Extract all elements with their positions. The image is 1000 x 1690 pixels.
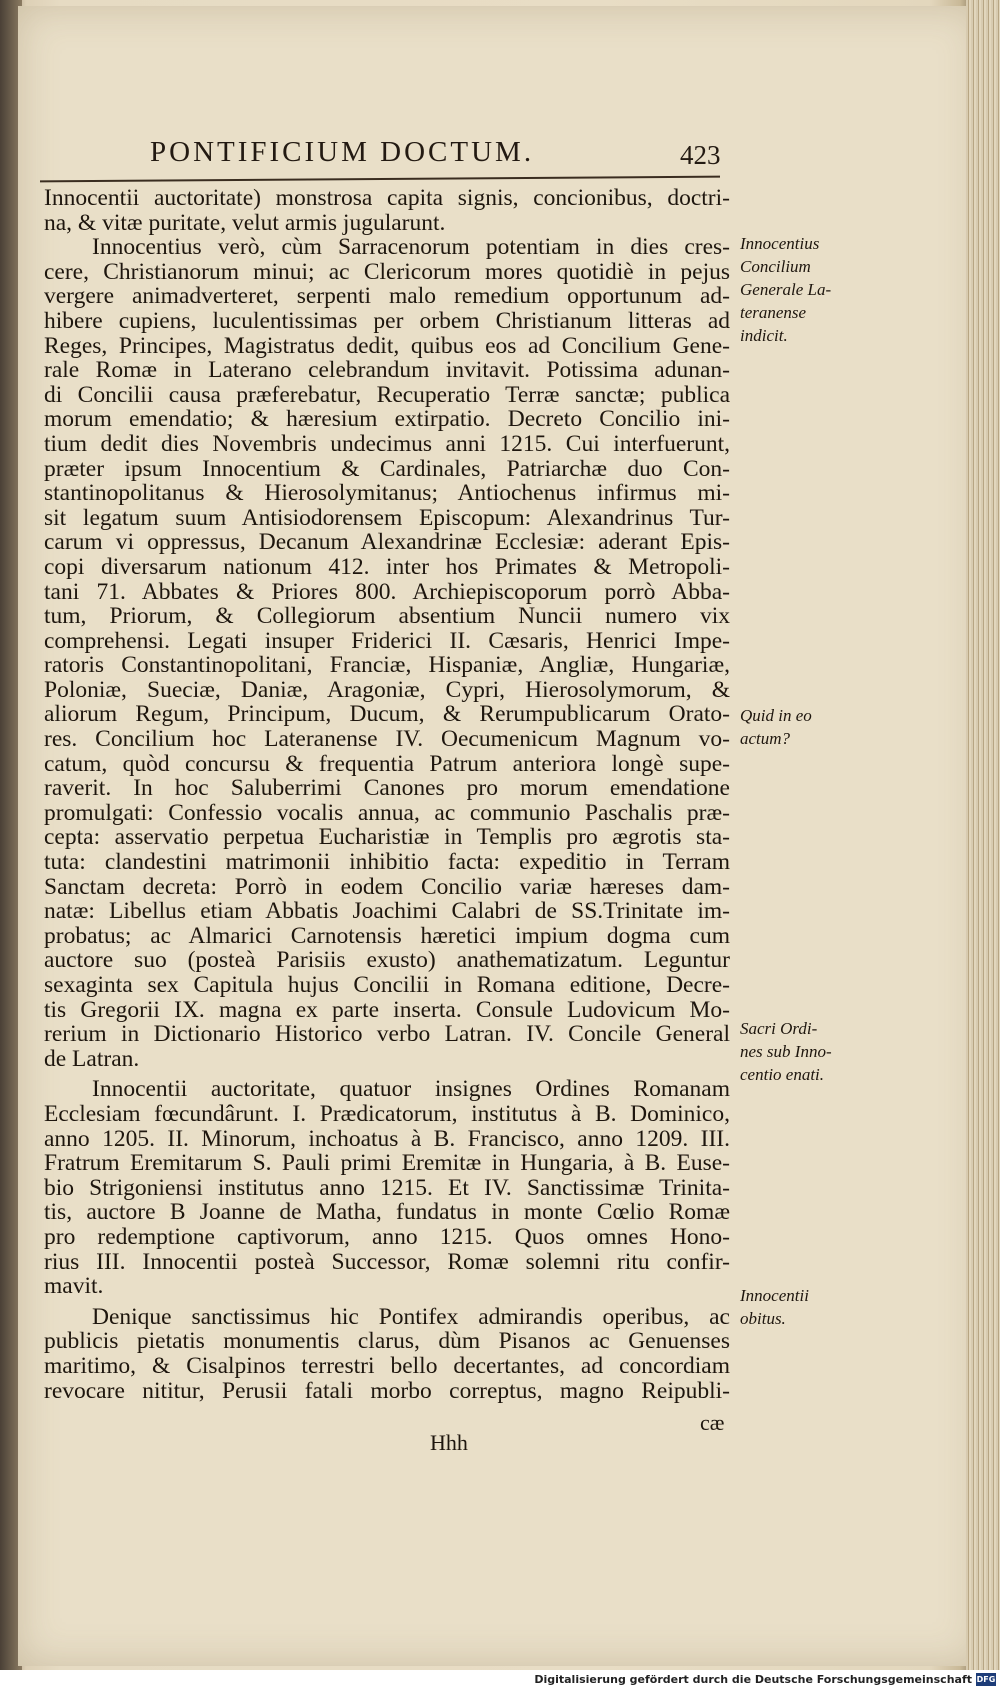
text-line: mavit. [44, 1273, 104, 1300]
text-line: auctore suo (posteà Parisiis exusto) anathematizatum. Leguntur [44, 947, 730, 974]
text-line: tis, auctore B Joanne de Matha, fundatus in monte Cœlio Romæ [44, 1199, 730, 1226]
text-line: pro redemptione captivorum, anno 1215. Quos omnes Hono- [44, 1223, 730, 1250]
running-title: PONTIFICIUM DOCTUM. [150, 136, 535, 168]
text-line: Fratrum Eremitarum S. Pauli primi Eremitæ in Hungaria, à B. Euse- [44, 1150, 730, 1177]
text-line: Ecclesiam fœcundârunt. I. Prædicatorum, institutus à B. Dominico, [44, 1100, 730, 1127]
text-line: tum, Priorum, & Collegiorum absentium Nuncii numero vix [44, 603, 730, 630]
text-line: tani 71. Abbates & Priores 800. Archiepiscoporum porrò Abba- [44, 578, 730, 605]
text-line: rerium in Dictionario Historico verbo Latran. IV. Concile General [44, 1021, 730, 1048]
margin-note-line: teranense [740, 303, 807, 322]
text-line: Denique sanctissimus hic Pontifex admirandis operibus, ac [92, 1303, 730, 1330]
text-line: tis Gregorii IX. magna ex parte inserta. Consule Ludovicum Mo- [44, 996, 730, 1023]
text-line: res. Concilium hoc Lateranense IV. Oecumenicum Magnum vo- [44, 726, 730, 753]
text-line: copi diversarum nationum 412. inter hos Primates & Metropoli- [44, 553, 730, 580]
text-line: probatus; ac Almarici Carnotensis hæretici impium dogma cum [44, 922, 730, 949]
signature-mark: Hhh [430, 1430, 468, 1455]
margin-note-line: actum? [740, 729, 791, 748]
text-line: hibere cupiens, luculentissimas per orbem Christianum litteras ad [44, 307, 730, 334]
catchword: cæ [700, 1410, 725, 1435]
text-line: catum, quòd concursu & frequentia Patrum anteriora longè supe- [44, 750, 730, 777]
text-line: sexaginta sex Capitula hujus Concilii in Romana editione, Decre- [44, 972, 730, 998]
text-line: præter ipsum Innocentium & Cardinales, Patriarchæ duo Con- [44, 455, 730, 482]
footer-bar [0, 1670, 1000, 1690]
text-line: vergere animadverteret, serpenti malo remedium opportunum ad- [44, 283, 730, 310]
margin-note-line: Innocentius [740, 234, 820, 253]
margin-note-line: Innocentii [740, 1286, 809, 1305]
text-line: raverit. In hoc Saluberrimi Canones pro morum emendatione [44, 775, 730, 802]
margin-note-line: centio enati. [740, 1065, 825, 1084]
main-text [44, 186, 730, 1403]
text-line: tuta: clandestini matrimonii inhibitio facta: expeditio in Terram [44, 849, 730, 876]
page-number: 423 [680, 140, 721, 170]
text-line: revocare nititur, Perusii fatali morbo correptus, magno Reipubli- [44, 1377, 730, 1404]
text-line: de Latran. [44, 1045, 140, 1072]
text-line: rius III. Innocentii posteà Successor, Romæ solemni ritu confir- [44, 1248, 730, 1275]
margin-note-orders [740, 1017, 840, 1086]
text-line: Innocentii auctoritate, quatuor insignes Ordines Romanam [92, 1076, 730, 1103]
text-line: promulgati: Confessio vocalis annua, ac communio Paschalis præ- [44, 799, 730, 826]
text-line: sit legatum suum Antisiodorensem Episcopum: Alexandrinus Tur- [44, 504, 730, 531]
page-edges [966, 0, 1000, 1670]
margin-note-death [740, 1284, 840, 1330]
text-line: rale Romæ in Laterano celebrandum invitavit. Potissima adunan- [44, 357, 730, 384]
margin-note-line: indicit. [740, 326, 788, 345]
text-line: na, & vitæ puritate, velut armis jugularunt. [44, 209, 446, 236]
text-line: bio Strigoniensi institutus anno 1215. Et IV. Sanctissimæ Trinita- [44, 1174, 730, 1201]
text-line: comprehensi. Legati insuper Friderici II. Cæsaris, Henrici Impe- [44, 627, 730, 654]
text-line: maritimo, & Cisalpinos terrestri bello decertantes, ad concordiam [44, 1352, 730, 1379]
text-line: carum vi oppressus, Decanum Alexandrinæ Ecclesiæ: aderant Epis- [44, 529, 730, 556]
text-line: di Concilii causa præferebatur, Recuperatio Terræ sanctæ; publica [44, 381, 730, 408]
text-line: cere, Christianorum minui; ac Clericorum mores quotidiè in pejus [44, 258, 730, 285]
text-line: ratoris Constantinopolitani, Franciæ, Hispaniæ, Angliæ, Hungariæ, [44, 652, 730, 679]
dfg-logo: DFG [976, 1675, 996, 1684]
text-line: morum emendatio; & hæresium extirpatio. Decreto Concilio ini- [44, 406, 730, 433]
text-line: tium dedit dies Novembris undecimus anni 1215. Cui interfuerunt, [44, 430, 730, 457]
margin-note-acts [740, 704, 840, 750]
margin-note-line: Quid in eo [740, 706, 812, 725]
margin-note-line: Generale La- [740, 280, 832, 299]
text-line: aliorum Regum, Principum, Ducum, & Rerumpublicarum Orato- [44, 701, 730, 728]
text-line: Innocentius verò, cùm Sarracenorum potentiam in dies cres- [92, 234, 730, 261]
margin-note-line: Concilium [740, 257, 811, 276]
text-line: anno 1205. II. Minorum, inchoatus à B. Francisco, anno 1209. III. [44, 1125, 730, 1152]
text-line: Poloniæ, Sueciæ, Daniæ, Aragoniæ, Cypri, Hierosolymorum, & [44, 676, 730, 703]
text-line: stantinopolitanus & Hierosolymitanus; Antiochenus infirmus mi- [44, 480, 730, 507]
text-line: Sanctam decreta: Porrò in eodem Concilio variæ hæreses dam- [44, 873, 730, 900]
margin-note-line: nes sub Inno- [740, 1042, 832, 1061]
text-line: cepta: asservatio perpetua Eucharistiæ in Templis pro ægrotis sta- [44, 824, 730, 851]
margin-note-council [740, 232, 840, 347]
text-line: natæ: Libellus etiam Abbatis Joachimi Calabri de SS.Trinitate im- [44, 898, 730, 925]
margin-note-line: Sacri Ordi- [740, 1019, 818, 1038]
text-line: publicis pietatis monumentis clarus, dùm Pisanos ac Genuenses [44, 1328, 730, 1355]
text-line: Reges, Principes, Magistratus dedit, quibus eos ad Concilium Gene- [44, 332, 730, 359]
text-line: Innocentii auctoritate) monstrosa capita signis, concionibus, doctri- [44, 185, 730, 211]
funding-credit: Digitalisierung gefördert durch die Deutsche Forschungsgemeinschaft [534, 1673, 972, 1686]
margin-note-line: obitus. [740, 1309, 786, 1328]
